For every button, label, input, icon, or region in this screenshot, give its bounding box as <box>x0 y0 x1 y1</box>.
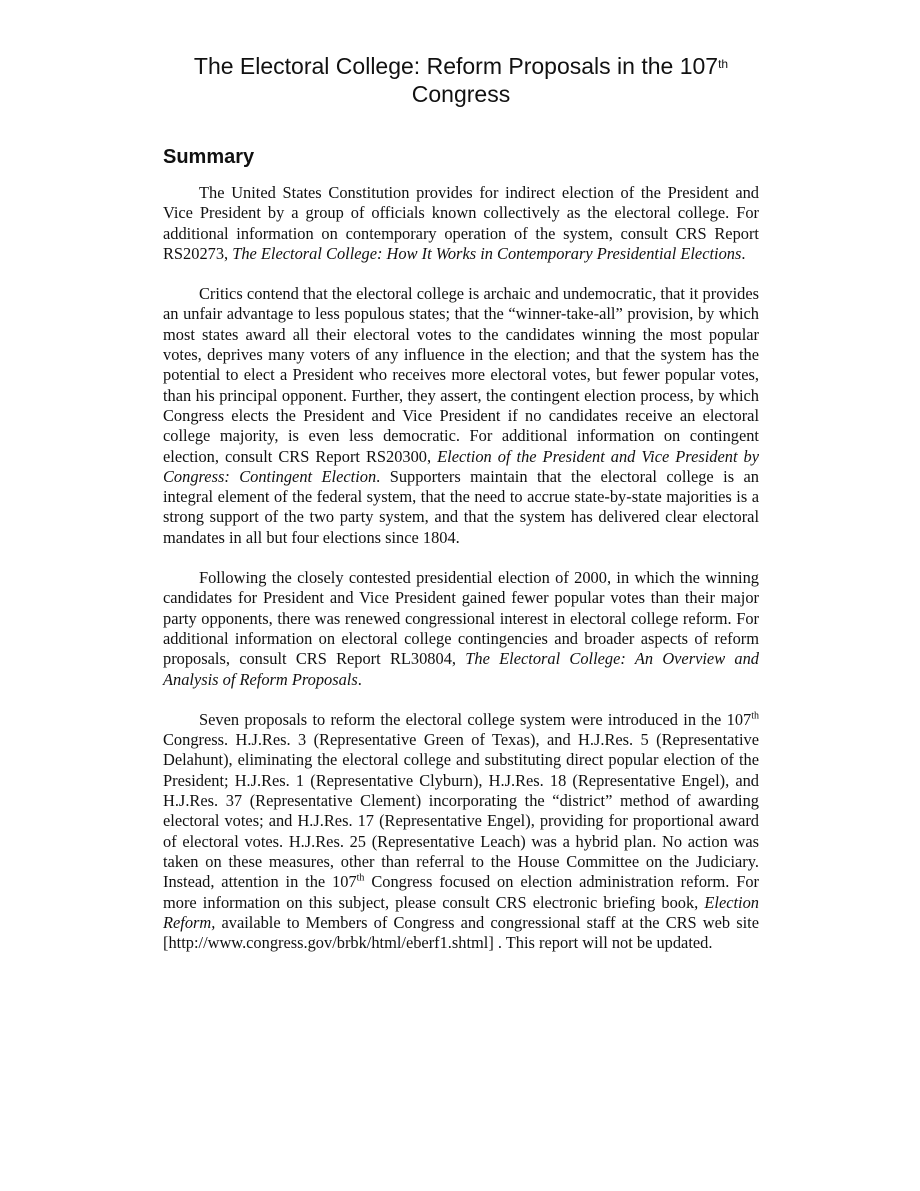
document-title <box>149 52 773 108</box>
paragraph-4-end: available to Members of Congress and congressional staff at the CRS web site [http://www.congress.gov/brbk/html/eberf1.shtml] . This report will not be updated. <box>163 912 759 953</box>
report-title-rs20273: The Electoral College: How It Works in Contemporary Presidential Elections <box>232 243 742 263</box>
paragraph-4-text-3: Congress focused on election administration reform. For more information on this subject, please consult CRS electronic briefing book, <box>163 872 759 912</box>
summary-heading: Summary <box>163 146 255 168</box>
report-title-rs20300: Election of the President and Vice President by Congress: Contingent Election <box>163 446 759 486</box>
paragraph-3-end: . <box>357 669 362 689</box>
superscript-th: th <box>356 872 365 884</box>
title-line1: The Electoral College: Reform Proposals in the 107 <box>193 53 719 79</box>
report-title-rl30804: The Electoral College: An Overview and Analysis of Reform Proposals <box>163 649 759 689</box>
paragraph-2 <box>163 284 759 548</box>
paragraph-4-text-2: Congress. H.J.Res. 3 (Representative Green of Texas), and H.J.Res. 5 (Representative Delahunt), eliminating the electoral college and substituting direct popular election of the President; H.J.Res. 1 (Representative Clyburn), H.J.Res. 18 (Representative Engel), and H.J.Res. 37 (Representative Clement) incorporating the “district” method of awarding electoral votes; and H.J.Res. 17 (Representative Engel), providing for proportional award of electoral votes. H.J.Res. 25 (Representative Leach) was a hybrid plan. No action was taken on these measures, other than referral to the House Committee on the Judiciary. Instead, attention in the 107 <box>163 730 759 892</box>
paragraph-3-text: Following the closely contested presidential election of 2000, in which the winning candidates for President and Vice President gained fewer popular votes than their major party opponents, there was renewed congressional interest in electoral college reform. For additional information on electoral college contingencies and broader aspects of reform proposals, consult CRS Report RL30804, <box>163 568 759 669</box>
paragraph-4-text: Seven proposals to reform the electoral college system were introduced in the 107 <box>199 709 752 729</box>
document-page <box>163 52 759 973</box>
briefing-book-title: Election Reform, <box>163 892 759 932</box>
summary-body <box>163 183 759 953</box>
title-line2: Congress <box>411 81 511 107</box>
title-superscript: th <box>718 57 729 71</box>
paragraph-2-text: Critics contend that the electoral college is archaic and undemocratic, that it provides an unfair advantage to less populous states; that the “winner-take-all” provision, by which most states award all their electoral votes to the candidates winning the most popular votes, deprives many voters of any influence in the election; and that the system has the potential to elect a President who receives more electoral votes, but fewer popular votes, than his principal opponent. Further, they assert, the contingent election process, by which Congress elects the President and Vice President if no candidates receive an electoral college majority, is even less democratic. For additional information on contingent election, consult CRS Report RS20300, <box>163 284 759 466</box>
paragraph-2-end: . Supporters maintain that the electoral college is an integral element of the federal system, that the need to accrue state-by-state majorities is a strong support of the two party system, and that the system has delivered clear electoral mandates in all but four elections since 1804. <box>163 466 759 547</box>
paragraph-4 <box>163 710 759 954</box>
paragraph-1 <box>163 183 759 264</box>
paragraph-1-text: The United States Constitution provides for indirect election of the President and Vice President by a group of officials known collectively as the electoral college. For additional information on contemporary operation of the system, consult CRS Report RS20273, <box>163 183 759 263</box>
paragraph-1-end: . <box>741 243 746 263</box>
paragraph-3 <box>163 568 759 690</box>
superscript-th: th <box>751 710 759 722</box>
